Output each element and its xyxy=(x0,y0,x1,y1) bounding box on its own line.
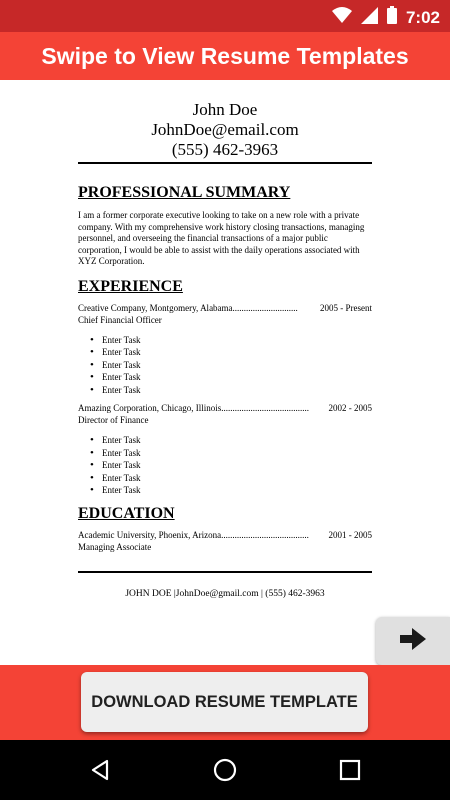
arrow-right-icon xyxy=(400,628,426,655)
download-button[interactable] xyxy=(81,672,368,732)
resume-email: JohnDoe@email.com xyxy=(151,120,299,139)
task-item: • Enter Task xyxy=(90,446,141,459)
job-dates: 2005 - Present xyxy=(320,302,372,313)
task-item: • Enter Task xyxy=(90,371,141,384)
app-title: Swipe to View Resume Templates xyxy=(41,42,409,69)
status-bar xyxy=(0,0,450,32)
status-time: 7:02 xyxy=(405,7,440,27)
summary-text: I am a former corporate executive looking to take on a new role with a private company. With my comprehensive work history closing transactions, managing personnel, and overseeing the financial transactions of a major public corporation, I would be able to assist with the daily operations associated with XYZ Corporation. xyxy=(78,210,365,267)
task-item: • Enter Task xyxy=(90,346,141,359)
summary-heading: PROFESSIONAL SUMMARY xyxy=(78,184,291,201)
job-entry xyxy=(78,402,372,426)
task-item: • Enter Task xyxy=(90,333,141,346)
resume-preview xyxy=(78,100,372,599)
experience-heading: EXPERIENCE xyxy=(78,277,183,295)
download-button-label: DOWNLOAD RESUME TEMPLATE xyxy=(91,692,358,711)
job-entry xyxy=(78,302,372,326)
wifi-icon xyxy=(332,7,352,28)
home-icon[interactable] xyxy=(209,754,241,786)
task-list xyxy=(90,334,372,397)
job-company: Amazing Corporation, Chicago, Illinois....................................... xyxy=(78,403,309,414)
app-bar xyxy=(0,32,450,80)
next-template-button[interactable] xyxy=(376,617,450,665)
job-company: Creative Company, Montgomery, Alabama............................. xyxy=(78,302,298,313)
job-title: Chief Financial Officer xyxy=(78,314,162,325)
resume-name: John Doe xyxy=(192,100,258,119)
task-item: • Enter Task xyxy=(90,383,141,396)
task-item: • Enter Task xyxy=(90,484,141,497)
status-icons xyxy=(332,6,440,29)
education-title: Managing Associate xyxy=(78,541,152,552)
task-item: • Enter Task xyxy=(90,459,141,472)
education-dates: 2001 - 2005 xyxy=(328,529,372,540)
resume-phone: (555) 462-3963 xyxy=(171,140,279,159)
back-icon[interactable] xyxy=(84,754,116,786)
navigation-bar xyxy=(0,740,450,800)
footer-divider xyxy=(78,571,372,573)
task-list xyxy=(90,434,372,497)
education-school: Academic University, Phoenix, Arizona....................................... xyxy=(78,529,309,540)
task-item: • Enter Task xyxy=(90,471,141,484)
education-entry xyxy=(78,529,372,553)
battery-icon xyxy=(387,6,397,29)
job-dates: 2002 - 2005 xyxy=(328,403,372,414)
job-title: Director of Finance xyxy=(78,415,149,426)
task-item: • Enter Task xyxy=(90,434,141,447)
recents-icon[interactable] xyxy=(334,754,366,786)
resume-footer: JOHN DOE |JohnDoe@gmail.com | (555) 462-3963 xyxy=(125,588,325,599)
header-divider xyxy=(78,162,372,164)
resume-header xyxy=(78,100,372,160)
task-item: • Enter Task xyxy=(90,358,141,371)
signal-icon xyxy=(361,7,378,29)
education-heading: EDUCATION xyxy=(78,504,175,522)
